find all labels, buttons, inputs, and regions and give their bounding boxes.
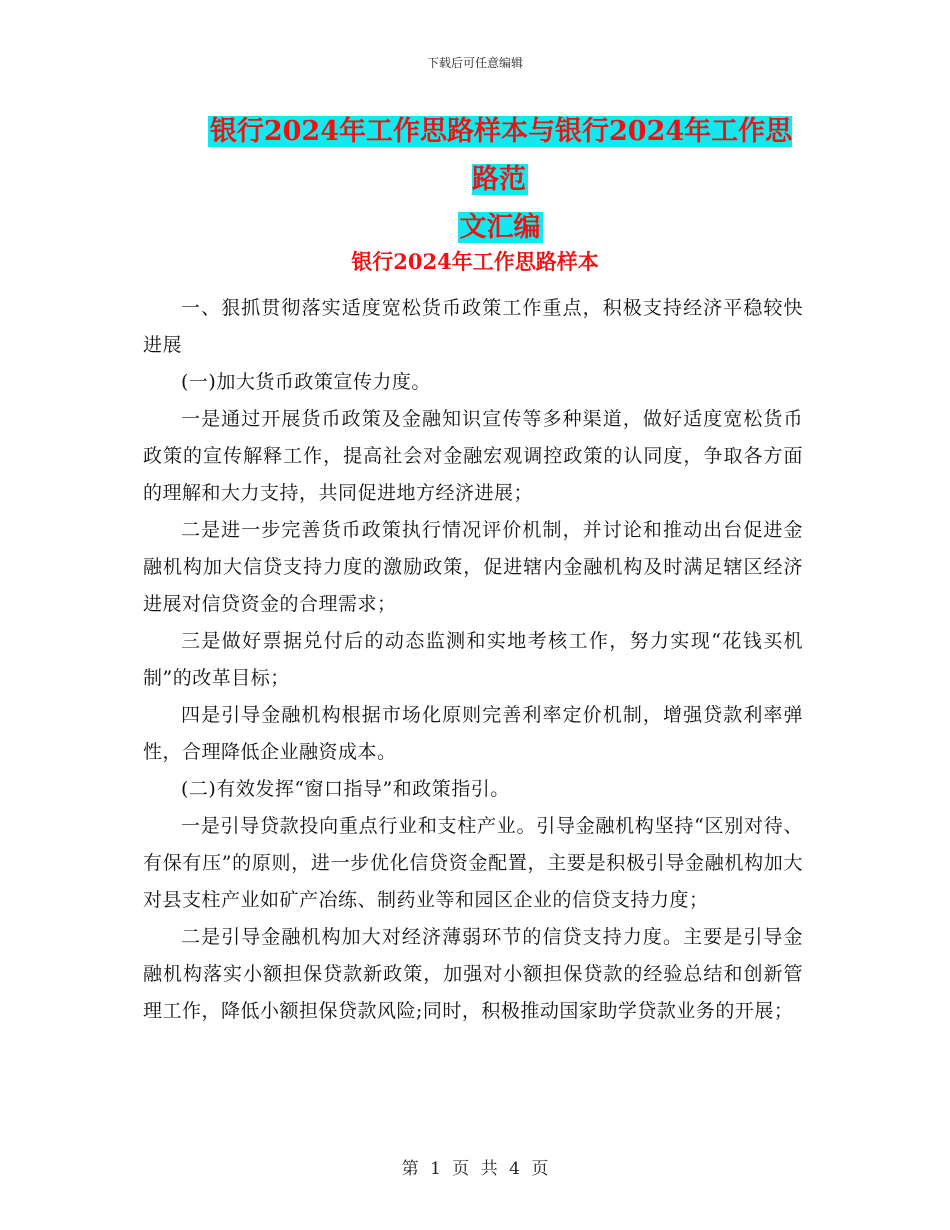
header-note: 下载后可任意编辑 [426, 56, 523, 70]
section-title: 银行2024年工作思路样本 [351, 249, 599, 274]
paragraph: (二)有效发挥“窗口指导”和政策指引。 [181, 778, 510, 800]
paragraph: (一)加大货币政策宣传力度。 [181, 371, 431, 393]
paragraph: 一是引导贷款投向重点行业和支柱产业。引导金融机构坚持“区别对待、有保有压”的原则，进一步优化信贷资金配置，主要是积极引导金融机构加大对县支柱产业如矿产冶练、制药业等和园区企业的信贷支持力度； [143, 815, 803, 911]
document-title-line2: 文汇编 [459, 212, 541, 243]
document-title-line1: 银行2024年工作思路样本与银行2024年工作思路范 [209, 116, 793, 195]
page-number: 第 1 页 共 4 页 [401, 1159, 549, 1179]
paragraph: 二是引导金融机构加大对经济薄弱环节的信贷支持力度。主要是引导金融机构落实小额担保贷款新政策，加强对小额担保贷款的经验总结和创新管理工作，降低小额担保贷款风险;同时，积极推动国家助学贷款业务的开展； [143, 926, 803, 1022]
document-title [196, 108, 804, 252]
paragraph: 一、狠抓贯彻落实适度宽松货币政策工作重点，积极支持经济平稳较快进展 [143, 297, 803, 356]
paragraph: 二是进一步完善货币政策执行情况评价机制，并讨论和推动出台促进金融机构加大信贷支持力度的激励政策，促进辖内金融机构及时满足辖区经济进展对信贷资金的合理需求； [143, 519, 803, 615]
paragraph: 四是引导金融机构根据市场化原则完善利率定价机制，增强贷款利率弹性，合理降低企业融资成本。 [143, 704, 803, 763]
body-text [143, 290, 803, 1030]
paragraph: 一是通过开展货币政策及金融知识宣传等多种渠道，做好适度宽松货币政策的宣传解释工作，提高社会对金融宏观调控政策的认同度，争取各方面的理解和大力支持，共同促进地方经济进展； [143, 408, 803, 504]
paragraph: 三是做好票据兑付后的动态监测和实地考核工作，努力实现“花钱买机制”的改革目标； [143, 630, 803, 689]
